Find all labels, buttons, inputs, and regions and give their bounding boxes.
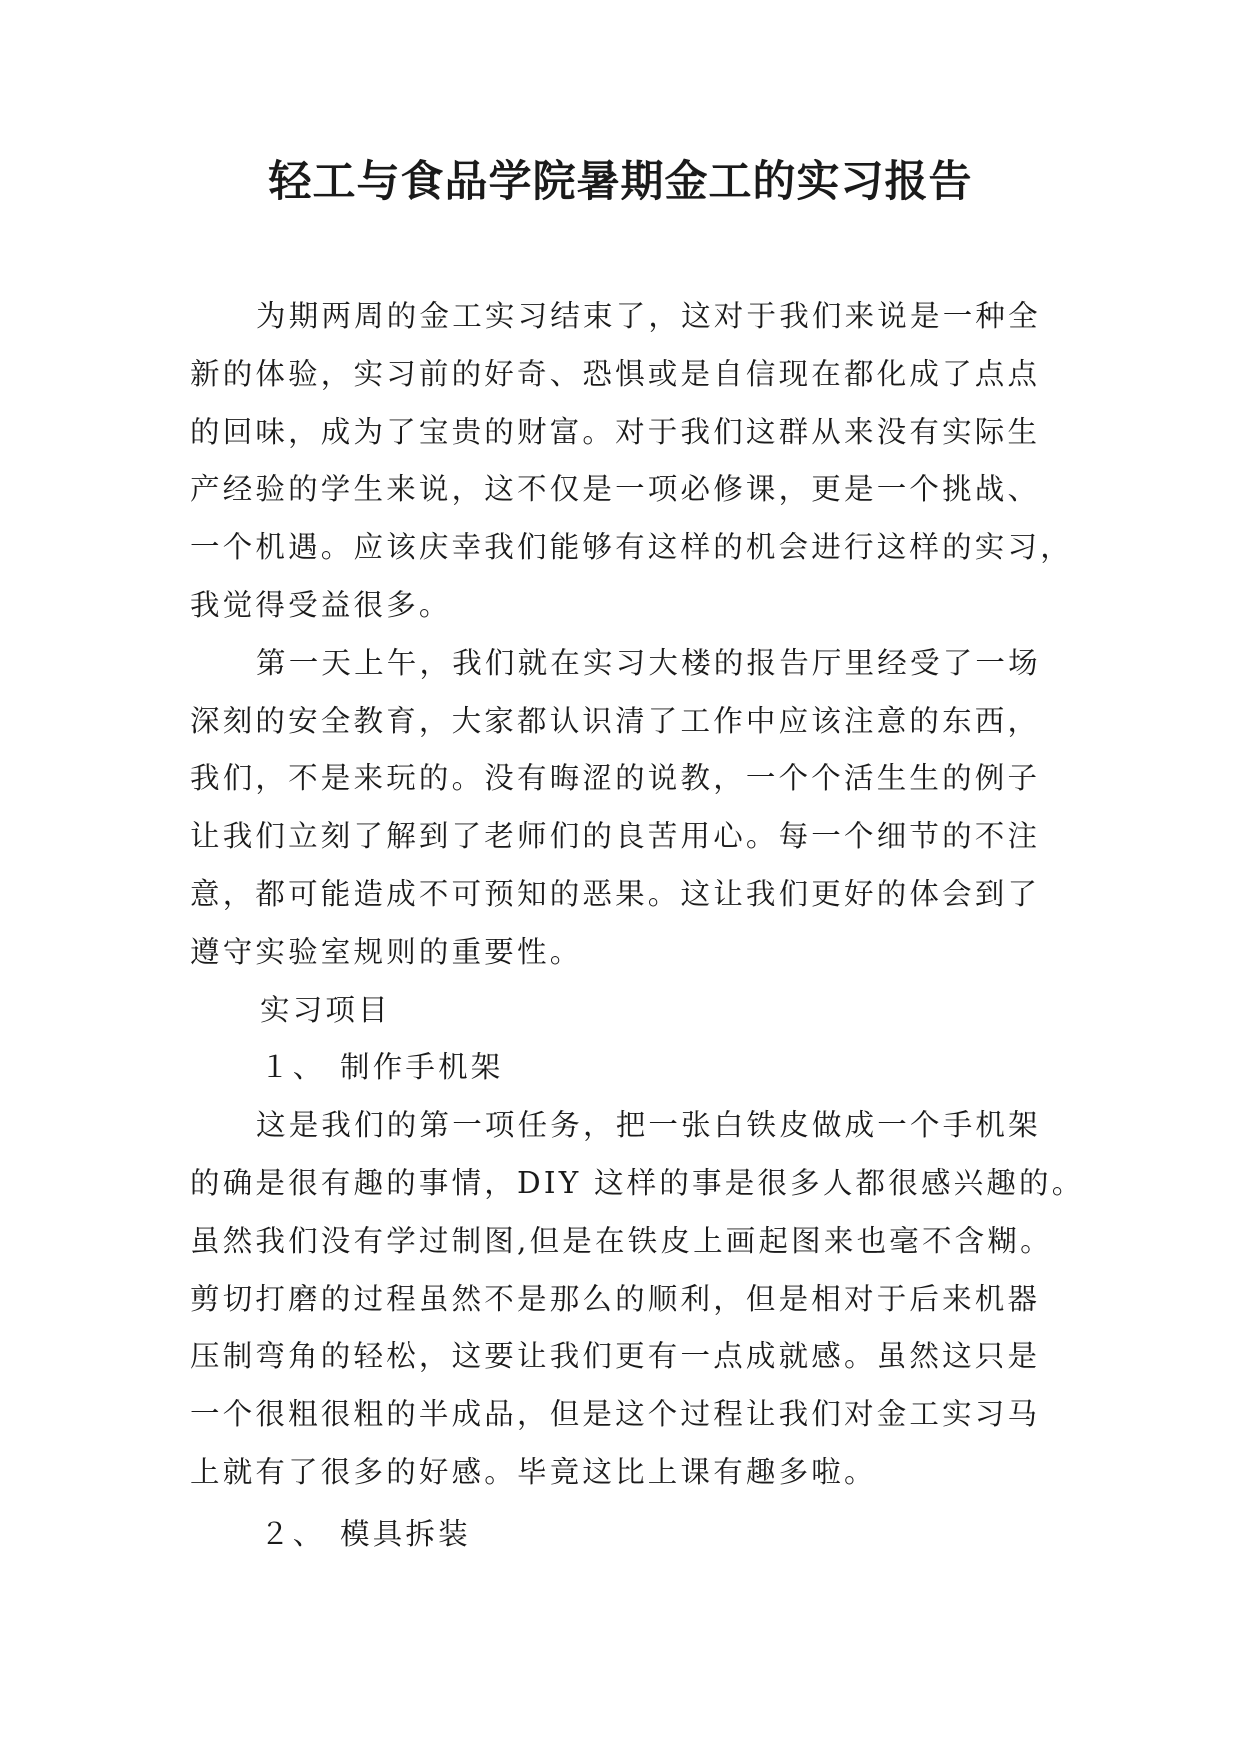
text-line: 我们，不是来玩的。没有晦涩的说教，一个个活生生的例子 xyxy=(190,761,1041,796)
list-item-number: ２、 xyxy=(260,1516,326,1551)
text-line: 为期两周的金工实习结束了，这对于我们来说是一种全 xyxy=(256,299,1041,333)
section-heading-label: 实习项目 xyxy=(260,992,391,1027)
list-item-label: 制作手机架 xyxy=(340,1050,504,1085)
text-line: 一个机遇。应该庆幸我们能够有这样的机会进行这样的实习， xyxy=(190,530,1073,565)
document-title: 轻工与食品学院暑期金工的实习报告 xyxy=(268,157,973,207)
paragraph-intro xyxy=(190,288,1073,635)
text-line: 第一天上午，我们就在实习大楼的报告厅里经受了一场 xyxy=(256,645,1041,680)
section-heading xyxy=(190,982,1068,1040)
paragraph-safety xyxy=(190,635,1068,982)
text-line: 的回味，成为了宝贵的财富。对于我们这群从来没有实际生 xyxy=(190,414,1041,449)
text-line: 这是我们的第一项任务，把一张白铁皮做成一个手机架 xyxy=(256,1108,1041,1143)
text-line: 产经验的学生来说，这不仅是一项必修课，更是一个挑战、 xyxy=(190,472,1041,507)
list-item-number: １、 xyxy=(260,1050,326,1085)
text-line: 我觉得受益很多。 xyxy=(190,587,452,622)
paragraph-phone-stand xyxy=(190,1097,1085,1502)
text-line: 深刻的安全教育，大家都认识清了工作中应该注意的东西， xyxy=(190,703,1041,738)
text-line: 上就有了很多的好感。毕竟这比上课有趣多啦。 xyxy=(190,1454,877,1489)
text-line: 虽然我们没有学过制图,但是在铁皮上画起图来也毫不含糊。 xyxy=(190,1223,1053,1258)
text-line: 的确是很有趣的事情，DIY 这样的事是很多人都很感兴趣的。 xyxy=(190,1165,1085,1200)
text-line: 剪切打磨的过程虽然不是那么的顺利，但是相对于后来机器 xyxy=(190,1281,1041,1316)
text-line: 一个很粗很粗的半成品，但是这个过程让我们对金工实习马 xyxy=(190,1397,1041,1432)
text-line: 新的体验，实习前的好奇、恐惧或是自信现在都化成了点点 xyxy=(190,356,1041,391)
list-item-label: 模具拆装 xyxy=(340,1516,471,1551)
text-line: 压制弯角的轻松，这要让我们更有一点成就感。虽然这只是 xyxy=(190,1339,1041,1374)
text-line: 遵守实验室规则的重要性。 xyxy=(190,934,583,969)
text-line: 意，都可能造成不可预知的恶果。这让我们更好的体会到了 xyxy=(190,876,1041,911)
text-line: 让我们立刻了解到了老师们的良苦用心。每一个细节的不注 xyxy=(190,819,1041,854)
list-item-2 xyxy=(190,1506,1068,1564)
list-item-1 xyxy=(190,1039,1068,1097)
document-body xyxy=(190,288,1085,1564)
